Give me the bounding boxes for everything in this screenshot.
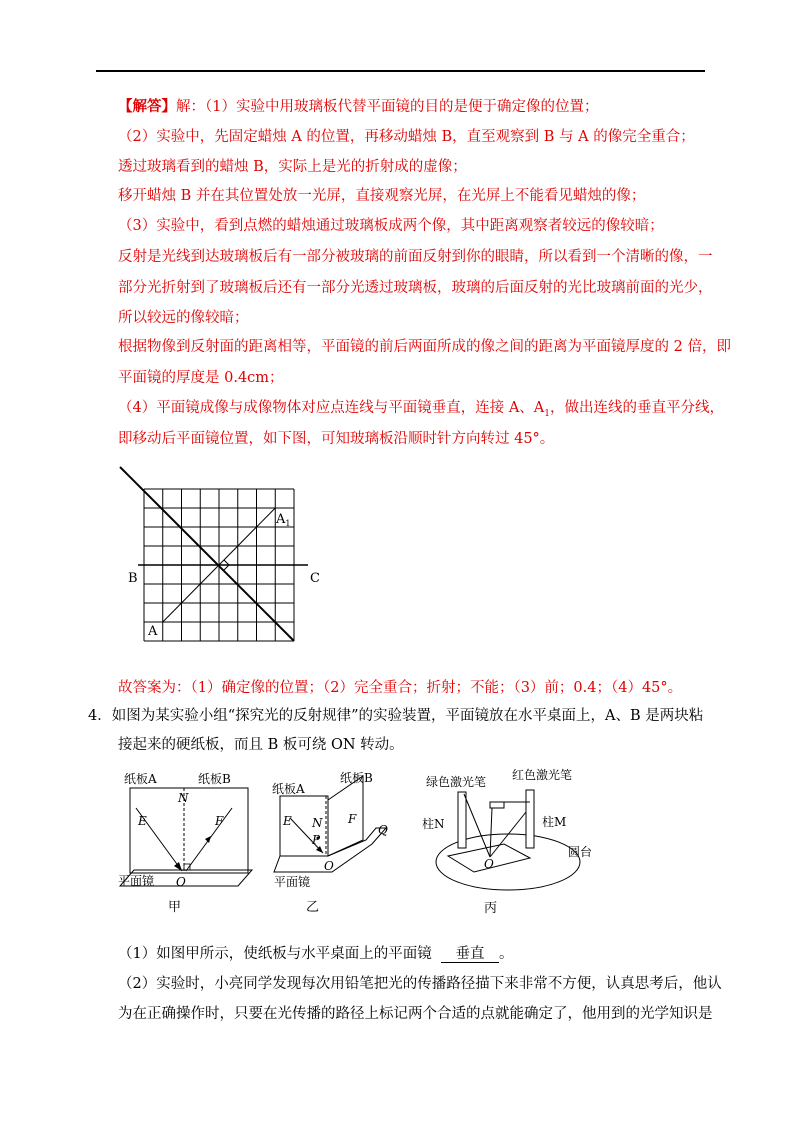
figure-yi <box>268 768 418 918</box>
board-b-label: 纸板B <box>340 771 373 785</box>
answer-line-11-tail: ，做出连线的垂直平分线， <box>550 400 725 416</box>
figure-bing <box>418 762 608 918</box>
label-a: A <box>148 624 158 639</box>
ray-f-label: F <box>215 814 224 828</box>
ray-e-label: E <box>283 814 292 828</box>
answer-tag: 【解答】 <box>118 98 176 115</box>
label-c: C <box>310 571 320 586</box>
point-p-label: P <box>312 833 321 847</box>
normal-n-label: N <box>312 816 323 830</box>
sub-question-2-line-2: 为在正确操作时，只要在光传播的路径上标记两个合适的点就能确定了，他用到的光学知识是 <box>118 1006 713 1022</box>
header-rule <box>96 70 705 72</box>
answer-line-1 <box>118 97 598 117</box>
answer-line-6: 反射是光线到达玻璃板后有一部分被玻璃的前面反射到你的眼睛，所以看到一个清晰的像，一 <box>118 249 713 265</box>
answer-line-12: 即移动后平面镜位置，如下图，可知玻璃板沿顺时针方向转过 45°。 <box>118 431 555 447</box>
answer-blank-1: 垂直 <box>441 946 499 963</box>
answer-line-10: 平面镜的厚度是 0.4cm； <box>118 370 284 386</box>
pillar-n-label: 柱N <box>422 817 445 831</box>
board-a-label: 纸板A <box>124 772 157 786</box>
ray-f-label: F <box>348 812 357 826</box>
sub-question-1-text: （1）如图甲所示，使纸板与水平桌面上的平面镜 <box>118 946 432 962</box>
pillar-m-label: 柱M <box>542 815 567 829</box>
sub-question-1 <box>118 944 513 964</box>
label-a1: $A_1$ <box>276 512 291 528</box>
answer-text: 解：（1）实验中用玻璃板代替平面镜的目的是便于确定像的位置； <box>176 99 599 115</box>
answer-line-9: 根据物像到反射面的距离相等，平面镜的前后两面所成的像之间的距离为平面镜厚度的 2 倍，即 <box>118 339 731 355</box>
mirror-grid-figure <box>110 455 350 655</box>
answer-line-11-text: （4）平面镜成像与成像物体对应点连线与平面镜垂直，连接 A、A <box>118 400 545 416</box>
ray-e-label: E <box>138 814 147 828</box>
question4-line-1 <box>88 706 703 726</box>
answer-line-7: 部分光折射到了玻璃板后还有一部分光透过玻璃板，玻璃的后面反射的光比玻璃前面的光少， <box>118 280 713 296</box>
caption-jia: 甲 <box>168 900 182 915</box>
point-q-label: Q <box>378 823 388 837</box>
answer-line-4: 移开蜡烛 B 并在其位置处放一光屏，直接观察光屏，在光屏上不能看见蜡烛的像； <box>118 188 646 204</box>
question-number: 4． <box>88 708 112 724</box>
caption-yi: 乙 <box>306 900 320 915</box>
mirror-label: 平面镜 <box>118 874 155 888</box>
rotated-mirror-line <box>120 467 294 641</box>
normal-n-label: N <box>178 791 189 805</box>
board-a-label: 纸板A <box>272 782 305 796</box>
label-b: B <box>128 571 138 586</box>
conclusion: 故答案为：（1）确定像的位置；（2）完全重合；折射；不能；（3）前；0.4；（4）45°。 <box>118 680 683 696</box>
answer-line-5: （3）实验中，看到点燃的蜡烛通过玻璃板成两个像，其中距离观察者较远的像较暗； <box>118 218 664 234</box>
answer-line-2: （2）实验中，先固定蜡烛 A 的位置，再移动蜡烛 B，直至观察到 B 与 A 的像完全重合； <box>118 129 695 145</box>
answer-line-3: 透过玻璃看到的蜡烛 B，实际上是光的折射成的虚像； <box>118 159 467 175</box>
point-o-label: O <box>484 857 494 871</box>
platform-label: 圆台 <box>568 845 593 859</box>
sub-question-1-suffix: 。 <box>498 946 514 962</box>
point-o-label: O <box>324 859 334 873</box>
answer-line-11 <box>118 398 724 424</box>
answer-line-11-sub: 1 <box>544 408 551 419</box>
question4-line-2: 接起来的硬纸板，而且 B 板可绕 ON 转动。 <box>118 737 404 753</box>
mirror-label: 平面镜 <box>274 875 311 889</box>
sub-question-2-line-1: （2）实验时，小亮同学发现每次用铅笔把光的传播路径描下来非常不方便，认真思考后，他认 <box>118 976 722 992</box>
green-laser-label: 绿色激光笔 <box>426 775 487 789</box>
question4-text: 如图为某实验小组“探究光的反射规律”的实验装置，平面镜放在水平桌面上，A、B 是两块粘 <box>111 708 704 724</box>
board-b-label: 纸板B <box>198 772 231 786</box>
answer-line-8: 所以较远的像较暗； <box>118 310 249 326</box>
caption-bing: 丙 <box>484 901 498 916</box>
figure-jia <box>110 768 260 918</box>
red-laser-label: 红色激光笔 <box>512 768 573 782</box>
point-o-label: O <box>176 875 186 889</box>
